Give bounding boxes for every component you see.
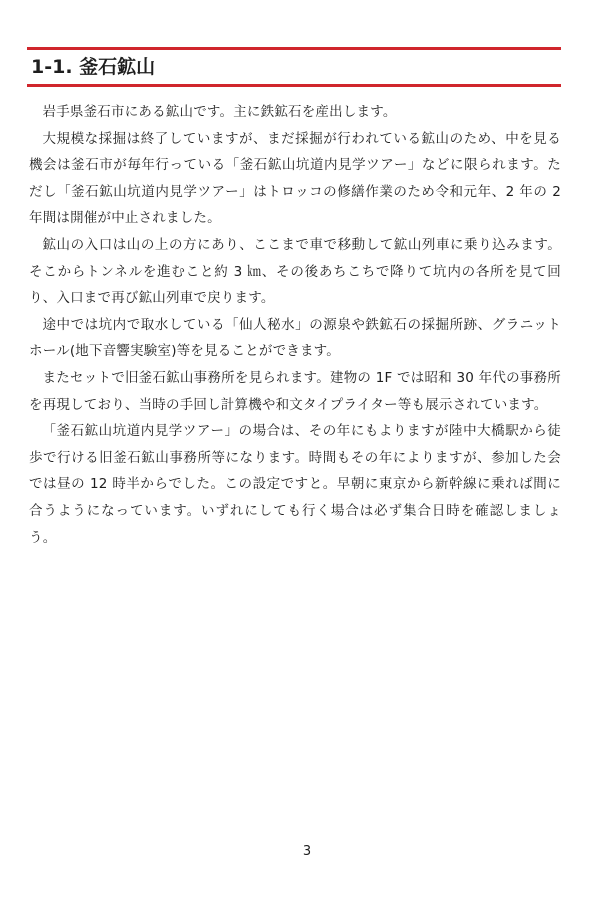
section-title: 1-1. 釜石鉱山 (31, 56, 156, 78)
paragraph: 鉱山の入口は山の上の方にあり、ここまで車で移動して鉱山列車に乗り込みます。そこからトンネルを進むこと約 3 ㎞、その後あちこちで降りて坑内の各所を見て回り、入口まで再び鉱山列車で戻ります。 (29, 236, 561, 307)
paragraph: 岩手県釜石市にある鉱山です。主に鉄鉱石を産出します。 (42, 104, 397, 120)
paragraph: 大規模な採掘は終了していますが、まだ採掘が行われている鉱山のため、中を見る機会は釜石市が毎年行っている「釜石鉱山坑道内見学ツアー」などに限られます。ただし「釜石鉱山坑道内見学ツアー」はトロッコの修繕作業のため令和元年、2 年の 2 年間は開催が中止されました。 (29, 130, 561, 227)
body-text (29, 99, 561, 551)
paragraph: 途中では坑内で取水している「仙人秘水」の源泉や鉄鉱石の採掘所跡、グラニットホール(地下音響実験室)等を見ることができます。 (29, 316, 561, 360)
page-number: 3 (302, 844, 312, 859)
paragraph: またセットで旧釜石鉱山事務所を見られます。建物の 1F では昭和 30 年代の事務所を再現しており、当時の手回し計算機や和文タイプライター等も展示されています。 (29, 369, 561, 413)
section-heading (27, 47, 561, 87)
paragraph: 「釜石鉱山坑道内見学ツアー」の場合は、その年にもよりますが陸中大橋駅から徒歩で行ける旧釜石鉱山事務所等になります。時間もその年によりますが、参加した会では昼の 12 時半からでした。この設定ですと。早朝に東京から新幹線に乗れば間に合うようになっています。いずれにしても行く場合は必ず集合日時を確認しましょう。 (29, 423, 561, 546)
